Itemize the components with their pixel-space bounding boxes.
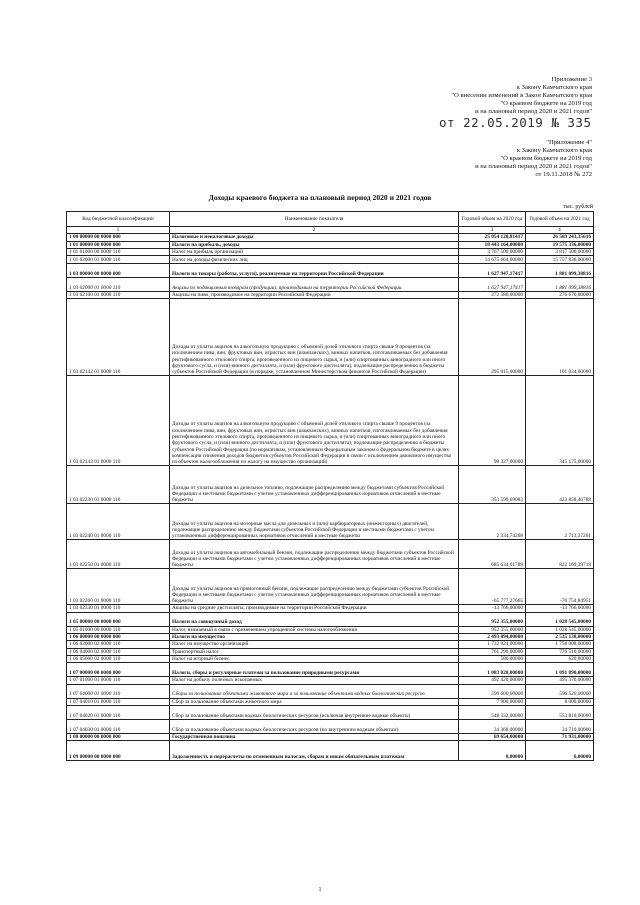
name-cell: Налоги, сборы и регулярные платежи за пользование природными ресурсами [170,663,459,677]
code-cell: 1 07 04000 01 0000 110 [67,684,170,698]
value-2020-cell: 952 355,00000 [459,612,526,626]
name-cell: Налоговые и неналоговые доходы [170,234,459,241]
header-2021: Годовой объем на 2021 год [526,212,594,227]
header-bottom [475,139,592,179]
value-2021-cell: 26 569 243,35616 [526,234,594,241]
value-2020-cell: 1 627 947,17417 [459,264,526,278]
header-line: и на плановый период 2020 и 2021 годов" [475,108,592,115]
registration-stamp: от 22.05.2019 № 335 [439,115,592,130]
name-cell: Налог на игорный бизнес [170,655,459,662]
revenue-table [66,211,594,761]
table-row [67,504,594,540]
code-cell: 1 09 00000 00 0000 000 [67,741,170,761]
name-cell: Доходы от уплаты акцизов на дизельное топливо, подлежащие распределению между бюджетами субъектов Российской Федерации и местными бюджетами с учетом установленных дифференцированных нормативов отчислений в местные бюджеты [170,466,459,504]
table-row [67,466,594,504]
value-2021-cell: 6,00000 [526,741,594,761]
value-2020-cell: 1 627 947,17417 [459,278,526,292]
table-row [67,248,594,255]
value-2020-cell: 492 420,00000 [459,677,526,684]
table-row [67,605,594,612]
code-cell: 1 01 02000 01 0000 110 [67,256,170,264]
name-cell: Сбор за пользование объектами животного мира [170,698,459,705]
code-cell: 1 03 02100 01 0000 110 [67,292,170,299]
value-2020-cell: 34 368,00000 [459,719,526,733]
header-top [451,76,592,116]
table-row [67,741,594,761]
value-2021-cell: 1 881 099,38816 [526,278,594,292]
value-2021-cell: -76 754,84951 [526,569,594,605]
value-2020-cell: 25 054 120,81417 [459,234,526,241]
table-row [67,655,594,662]
table-row [67,376,594,466]
value-2021-cell: 3 817 500,00000 [526,248,594,255]
value-2020-cell: 7 900,00000 [459,698,526,705]
value-2020-cell: 2 493 894,00000 [459,634,526,641]
name-cell: Доходы от уплаты акцизов на автомобильный бензин, подлежащие распределению между бюджетами субъектов Российской Федерации и местными бюджетами с учетом установленных дифференцированных нормативов отчислений в местные бюджеты [170,540,459,569]
code-cell: 1 07 04020 01 0000 110 [67,705,170,719]
value-2020-cell: 548 332,00000 [459,705,526,719]
value-2020-cell: 353 599,69083 [459,466,526,504]
code-cell: 1 03 02240 01 0000 110 [67,504,170,540]
units-label: тыс. рублей [563,204,593,210]
value-2020-cell: 2 334,74208 [459,504,526,540]
table-row [67,540,594,569]
table-row [67,256,594,264]
code-cell: 1 05 00000 00 0000 000 [67,612,170,626]
code-cell: 1 07 01000 01 0000 110 [67,677,170,684]
code-cell: 1 01 00000 00 0000 000 [67,241,170,248]
table-row [67,719,594,733]
header-line: "О краевом бюджете на 2019 год [500,100,592,107]
name-cell: Налоги на товары (работы, услуги), реализуемые на территории Российской Федерации [170,264,459,278]
name-cell: Доходы от уплаты акцизов на моторные масла для дизельных и (или) карбюраторных (инжекторных) двигателей, подлежащие распределению между бюджетами субъектов Российской Федерации и местными бюджетами с учетом установленных дифференцированных нормативов отчислений в местные бюджеты [170,504,459,540]
header-line: "О краевом бюджете на 2019 год [500,155,592,162]
value-2020-cell: 3 767 500,00000 [459,248,526,255]
code-cell: 1 03 00000 00 0000 000 [67,264,170,278]
name-cell: Налог на имущество организаций [170,641,459,648]
code-cell: 1 03 02000 01 0000 110 [67,278,170,292]
header-line: "Приложение 4" [546,139,592,146]
code-cell: 1 07 04010 01 0000 110 [67,698,170,705]
value-2021-cell: 1 758 008,00000 [526,641,594,648]
code-cell: 1 03 02330 01 0000 110 [67,605,170,612]
col-number: 2 [170,227,459,234]
header-line: к Закону Камчатского края [516,84,592,91]
value-2021-cell: 822 169,39718 [526,540,594,569]
code-cell: 1 08 00000 00 0000 000 [67,733,170,740]
table-row [67,733,594,740]
name-cell: Транспортный налог [170,648,459,655]
value-2021-cell: 1 028 545,00000 [526,612,594,626]
value-2020-cell: 8,00000 [459,741,526,761]
value-2020-cell: -13 766,00000 [459,605,526,612]
code-cell: 1 06 02000 02 0000 110 [67,641,170,648]
value-2021-cell: 1 028 545,00000 [526,626,594,633]
value-2020-cell: 98 327,00000 [459,376,526,466]
page-number: 1 [318,887,322,893]
table-row [67,648,594,655]
document-title: Доходы краевого бюджета на плановый период 2020 и 2021 годов [208,193,432,202]
name-cell: Сбор за пользование объектами водных биологических ресурсов (по внутренним водным объектам) [170,719,459,733]
value-2021-cell: 71 931,00000 [526,733,594,740]
name-cell: Доходы от уплаты акцизов на алкогольную продукцию с объемной долей этилового спирта свыше 9 процентов (за исключением пива, вин, фруктовых вин, игристых вин (шампанских), винных напитков, изготавливаемых без добавления ректификованного этилового спирта, произведенного из пищевого сырья, и (или) спиртованных виноградного или иного фруктового сусла, и (или) винного дистиллята, и (или) фруктового дистиллята), подлежащие распределению в бюджеты субъектов Российской Федерации (в порядке, установленном Министерством финансов Российской Федерации) [170,299,459,376]
code-cell: 1 03 02250 01 0000 110 [67,540,170,569]
header-line: "О внесении изменений в Закон Камчатского края [451,92,592,99]
value-2021-cell: 276 670,00000 [526,292,594,299]
value-2020-cell: 295 015,00000 [459,299,526,376]
name-cell: Сборы за пользование объектами животного мира и за пользование объектами водных биологических ресурсов [170,684,459,698]
header-line: и на плановый период 2020 и 2021 годов" [475,163,592,170]
code-cell: 1 06 00000 00 0000 000 [67,634,170,641]
value-2020-cell: 590 600,00000 [459,684,526,698]
table-row [67,299,594,376]
value-2020-cell: 14 675 664,00000 [459,256,526,264]
code-cell: 1 00 00000 00 0000 000 [67,234,170,241]
name-cell: Акцизы по подакцизным товарам (продукции), производимым на территории Российской Федерации [170,278,459,292]
name-cell: Доходы от уплаты акцизов на прямогонный бензин, подлежащие распределению между бюджетами субъектов Российской Федерации и местными бюджетами с учетом установленных дифференцированных нормативов отчислений в местные бюджеты [170,569,459,605]
value-2020-cell: 1 732 024,00000 [459,641,526,648]
name-cell: Акцизы на средние дистилляты, производимые на территории Российской Федерации [170,605,459,612]
col-number: 1 [67,227,170,234]
name-cell: Налоги на имущество [170,634,459,641]
name-cell: Налоги на совокупный доход [170,612,459,626]
value-2020-cell: 580,00000 [459,655,526,662]
value-2021-cell: 1 881 099,38816 [526,264,594,278]
table-row [67,641,594,648]
value-2021-cell: 2 535 138,00000 [526,634,594,641]
header-2020: Годовой объем на 2020 год [459,212,526,227]
value-2020-cell: -65 777,27665 [459,569,526,605]
name-cell: Налог, взимаемый в связи с применением упрощенной системы налогообложения [170,626,459,633]
table-row [67,634,594,641]
value-2021-cell: 596 520,00000 [526,684,594,698]
header-name: Наименование показателя [170,212,459,227]
value-2020-cell: 69 654,00000 [459,733,526,740]
name-cell: Налог на добычу полезных ископаемых [170,677,459,684]
value-2021-cell: 620,00000 [526,655,594,662]
code-cell: 1 07 00000 00 0000 000 [67,663,170,677]
header-code: Код бюджетной классификации [67,212,170,227]
name-cell: Налог на прибыль организаций [170,248,459,255]
table-row [67,264,594,278]
table-row [67,705,594,719]
table-row [67,677,594,684]
value-2021-cell: 423 858,46788 [526,466,594,504]
code-cell: 1 05 01000 00 0000 110 [67,626,170,633]
name-cell: Налог на доходы физических лиц [170,256,459,264]
value-2021-cell: 345 175,00000 [526,376,594,466]
value-2020-cell: 18 443 164,00000 [459,241,526,248]
col-number: 3 [459,227,526,234]
name-cell: Налоги на прибыль, доходы [170,241,459,248]
value-2021-cell: 15 757 836,00000 [526,256,594,264]
name-cell: Сбор за пользование объектами водных биологических ресурсов (исключая внутренние водные объекты) [170,705,459,719]
value-2021-cell: 776 510,00000 [526,648,594,655]
value-2020-cell: 685 634,01789 [459,540,526,569]
table-row [67,234,594,241]
value-2020-cell: 952 355,00000 [459,626,526,633]
code-cell: 1 03 02143 01 0000 110 [67,376,170,466]
value-2021-cell: 2 713,37261 [526,504,594,540]
table-row [67,292,594,299]
table-row [67,569,594,605]
value-2021-cell: 495 370,00000 [526,677,594,684]
table-row [67,241,594,248]
table-row [67,698,594,705]
value-2021-cell: 19 575 336,00000 [526,241,594,248]
code-cell: 1 06 04000 02 0000 110 [67,648,170,655]
value-2020-cell: 272 580,00000 [459,292,526,299]
table-row [67,278,594,292]
header-line: от 19.11.2018 № 272 [535,171,592,178]
table-row [67,626,594,633]
value-2021-cell: 34 710,00000 [526,719,594,733]
table-row [67,612,594,626]
name-cell: Государственная пошлина [170,733,459,740]
value-2021-cell: 8 000,00000 [526,698,594,705]
code-cell: 1 03 02230 01 0000 110 [67,466,170,504]
code-cell: 1 06 05000 02 0000 110 [67,655,170,662]
value-2020-cell: 761 290,00000 [459,648,526,655]
value-2021-cell: 1 091 890,00000 [526,663,594,677]
name-cell: Доходы от уплаты акцизов на алкогольную продукцию с объемной долей этилового спирта свыше 9 процентов (за исключением пива, вин, фруктовых вин, игристых вин (шампанских), винных напитков, изготавливаемых без добавления ректификованного этилового спирта, произведенного из пищевого сырья, и (или) спиртованных виноградного или иного фруктового сусла, и (или) винного дистиллята, и (или) фруктового дистиллята), подлежащие распределению в бюджеты субъектов Российской Федерации (по нормативам, установленным Федеральным законом о федеральном бюджете в целях компенсации снижения доходов бюджетов субъектов Российской Федерации в связи с исключением движимого имущества из объектов налогообложения по налогу на имущество организаций) [170,376,459,466]
value-2021-cell: -13 766,00000 [526,605,594,612]
value-2021-cell: 101 034,00000 [526,299,594,376]
code-cell: 1 03 02142 01 0000 110 [67,299,170,376]
col-number: 4 [526,227,594,234]
header-line: Приложение 3 [551,76,592,83]
header-line: к Закону Камчатского края [516,147,592,154]
value-2020-cell: 1 083 020,00000 [459,663,526,677]
table-row [67,684,594,698]
code-cell: 1 03 02260 01 0000 110 [67,569,170,605]
table-row [67,663,594,677]
code-cell: 1 07 04030 01 0000 110 [67,719,170,733]
name-cell: Задолженность и перерасчеты по отмененным налогам, сборам и иным обязательным платежам [170,741,459,761]
value-2021-cell: 553 810,00000 [526,705,594,719]
name-cell: Акцизы на пиво, производимое на территории Российской Федерации [170,292,459,299]
code-cell: 1 01 01000 00 0000 110 [67,248,170,255]
